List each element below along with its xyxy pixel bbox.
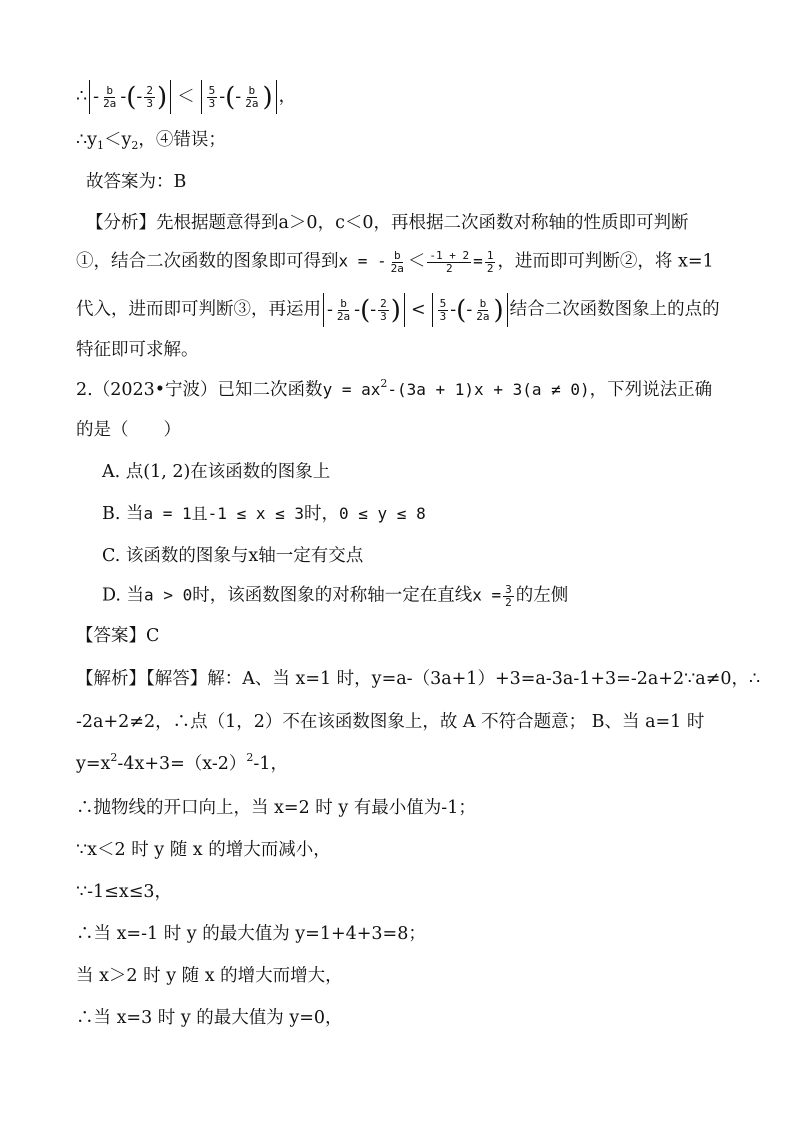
abs-right: $\frac{5}{3}$ -(- $\frac{b}{2a}$ ) [432, 293, 508, 327]
therefore-symbol: ∴ [76, 86, 88, 107]
fraction: $\frac{b}{2a}$ [245, 84, 259, 110]
fraction: $\frac{2}{3}$ [146, 84, 153, 110]
fraction: $\frac{b}{2a}$ [336, 297, 351, 323]
analysis-line-4: 特征即可求解。 [76, 340, 199, 360]
fraction: $\frac{3}{2}$ [505, 583, 512, 609]
question-2: 2.（2023•宁波）已知二次函数$y = ax^2-(3a + 1)x + 3(a \ne 0)$，下列说法正确 [76, 377, 713, 400]
solution-line-8: 当 x＞2 时 y 随 x 的增大而增大， [76, 966, 343, 986]
solution-line-9: ∴当 x=3 时 y 的最大值为 y=0， [76, 1008, 343, 1028]
fraction: $\frac{b}{2a}$ [103, 84, 117, 110]
question-2-cont: 的是（ ） [76, 420, 181, 440]
inequality-line: ∴ - $\frac{b}{2a}$ -(- $\frac{2}{3}$ ) ＜ $\frac{5}{3}$ -(- $\frac{b}{2a}$ ) ， [76, 80, 754, 114]
solution-line-2: -2a+2≠2，∴点（1，2）不在该函数图象上，故 A 不符合题意； B、当 a=1 时 [76, 712, 705, 732]
option-b: B. 当a = 1且-1 ≤ x ≤ 3时，0 ≤ y ≤ 8 [102, 504, 426, 524]
fraction: $\frac{2}{3}$ [380, 297, 387, 323]
analysis-line-2: ①，结合二次函数的图象即可得到x = - $\frac{b}{2a}$ ＜ $\frac{-1 + 2}{2}$ = $\frac{1}{2}$ ，进而即可判断②，将 x=1 [76, 249, 714, 275]
analysis-line-1: 【分析】先根据题意得到a＞0，c＜0，再根据二次函数对称轴的性质即可判断 [86, 213, 689, 233]
fraction: $\frac{5}{3}$ [208, 84, 216, 110]
answer-statement: 故答案为：B [86, 172, 187, 192]
option-c: C. 该函数的图象与x轴一定有交点 [102, 546, 364, 566]
fraction: $\frac{b}{2a}$ [476, 297, 490, 323]
option-a: A. 点(1, 2)在该函数的图象上 [102, 462, 331, 482]
abs-left: - $\frac{b}{2a}$ -(- $\frac{2}{3}$ ) [89, 80, 171, 114]
solution-line-7: ∴当 x=-1 时 y 的最大值为 y=1+4+3=8； [76, 924, 426, 944]
abs-right: $\frac{5}{3}$ -(- $\frac{b}{2a}$ ) [201, 80, 277, 114]
solution-line-5: ∵x＜2 时 y 随 x 的增大而减小， [76, 840, 331, 860]
analysis-line-3: 代入，进而即可判断③，再运用 - $\frac{b}{2a}$ -(- $\frac{2}{3}$ ) < $\frac{5}{3}$ -(- $\frac{b}{2a}$ ) 结合二次函数图象上的点的 [76, 293, 754, 327]
option-d: D. 当a > 0时，该函数图象的对称轴一定在直线x = $\frac{3}{2}$ 的左侧 [102, 583, 569, 609]
abs-left: - $\frac{b}{2a}$ -(- $\frac{2}{3}$ ) [323, 293, 405, 327]
answer-label: 【答案】C [76, 626, 160, 646]
fraction: $\frac{-1 + 2}{2}$ [429, 249, 470, 275]
solution-line-3: $y=x^2-4x+3=(x-2)^2-1$， [76, 751, 288, 774]
solution-line-6: ∵-1≤x≤3， [76, 882, 173, 902]
fraction: $\frac{b}{2a}$ [390, 249, 404, 275]
fraction: $\frac{5}{3}$ [439, 297, 447, 323]
solution-line-1: 【解析】【解答】解：A、当 x=1 时，y=a-（3a+1）+3=a-3a-1+3=-2a+2∵a≠0，∴ [76, 669, 761, 689]
less-than: ＜ [177, 86, 195, 107]
conclusion-4: $\therefore y_1<y_2$，④错误； [76, 130, 226, 152]
fraction: $\frac{1}{2}$ [486, 249, 494, 275]
solution-line-4: ∴抛物线的开口向上，当 x=2 时 y 有最小值为-1； [76, 798, 476, 818]
